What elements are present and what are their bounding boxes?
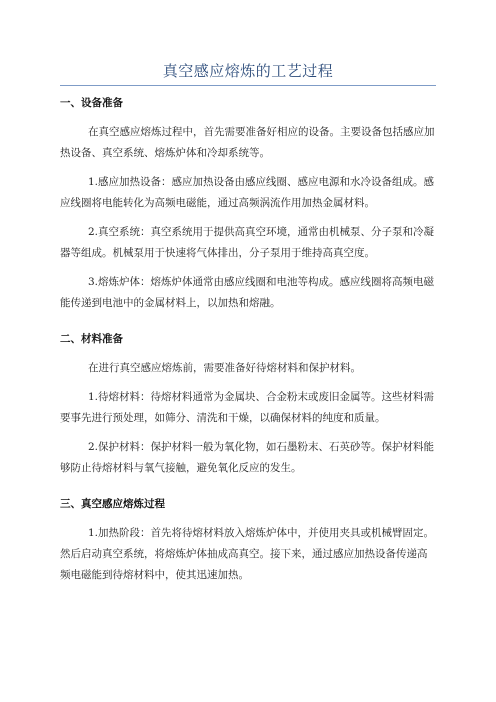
section-heading: 一、设备准备	[60, 97, 123, 109]
section-heading: 三、真空感应熔炼过程	[60, 498, 165, 510]
paragraph: 2.保护材料：保护材料一般为氧化物，如石墨粉末、石英砂等。保护材料能够防止待熔材料与氧气接触，避免氧化反应的发生。	[60, 441, 435, 474]
paragraph: 3.熔炼炉体：熔炼炉体通常由感应线圈和电池等构成。感应线圈将高频电磁能传递到电池中的金属材料上，以加热和熔融。	[60, 276, 435, 309]
paragraph: 1.感应加热设备：感应加热设备由感应线圈、感应电源和水冷设备组成。感应线圈将电能转化为高频电磁能，通过高频涡流作用加热金属材料。	[60, 176, 435, 209]
document-title: 真空感应熔炼的工艺过程	[162, 62, 334, 80]
title-divider	[60, 85, 436, 86]
paragraph: 在真空感应熔炼过程中，首先需要准备好相应的设备。主要设备包括感应加热设备、真空系统、熔炼炉体和冷却系统等。	[60, 126, 435, 159]
document-body	[60, 92, 436, 586]
paragraph: 在进行真空感应熔炼前，需要准备好待熔材料和保护材料。	[88, 362, 361, 374]
paragraph: 1.加热阶段：首先将待熔材料放入熔炼炉体中，并使用夹具或机械臂固定。然后启动真空系统，将熔炼炉体抽成高真空。接下来，通过感应加热设备传递高频电磁能到待熔材料中，使其迅速加热。	[60, 527, 435, 581]
paragraph: 1.待熔材料：待熔材料通常为金属块、合金粉末或废旧金属等。这些材料需要事先进行预处理，如筛分、清洗和干燥，以确保材料的纯度和质量。	[60, 391, 435, 424]
section-heading: 二、材料准备	[60, 333, 123, 345]
paragraph: 2.真空系统：真空系统用于提供高真空环境，通常由机械泵、分子泵和冷凝器等组成。机械泵用于快速将气体排出，分子泵用于维持高真空度。	[60, 226, 435, 259]
